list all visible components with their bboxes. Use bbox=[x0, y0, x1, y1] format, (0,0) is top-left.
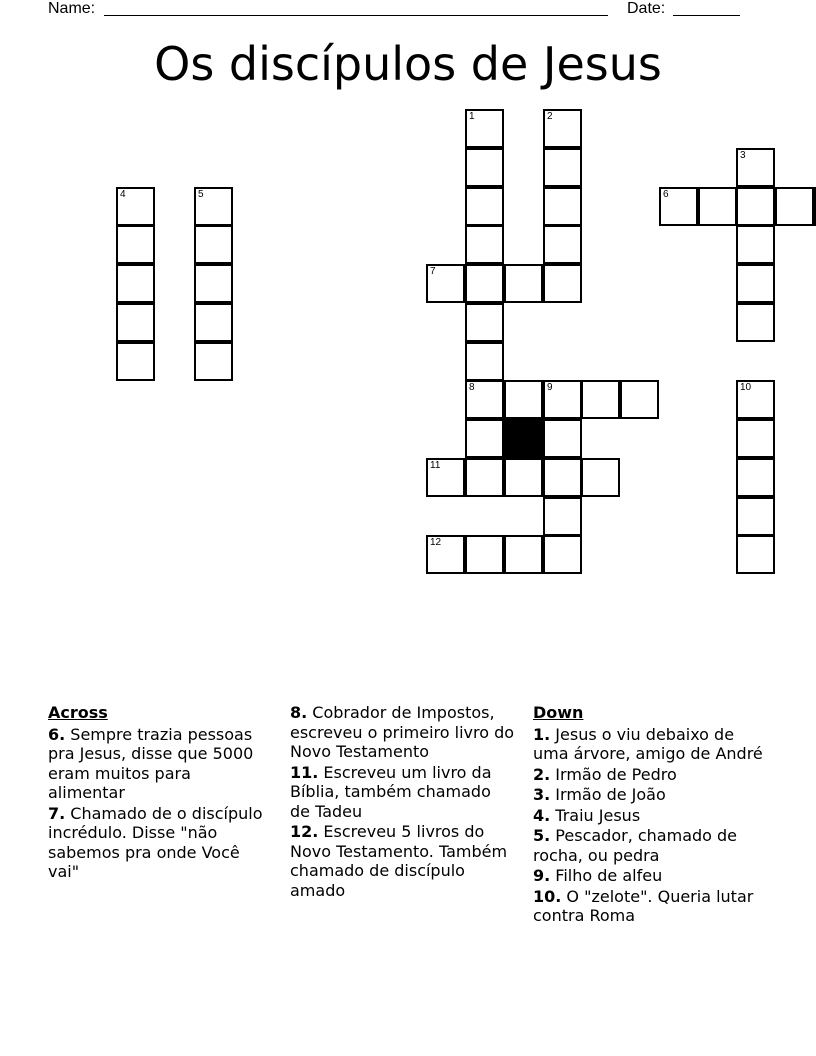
cell-number: 7 bbox=[430, 266, 436, 277]
crossword-cell-2[interactable] bbox=[543, 109, 582, 148]
crossword-cell[interactable] bbox=[194, 264, 233, 303]
crossword-cell[interactable] bbox=[543, 148, 582, 187]
crossword-cell-1[interactable] bbox=[465, 109, 504, 148]
crossword-cell[interactable] bbox=[504, 535, 543, 574]
across-clues-column bbox=[48, 703, 263, 883]
crossword-cell[interactable] bbox=[736, 303, 775, 342]
crossword-cell[interactable] bbox=[465, 419, 504, 458]
crossword-cell-7[interactable] bbox=[426, 264, 465, 303]
crossword-cell[interactable] bbox=[543, 458, 582, 497]
crossword-cell[interactable] bbox=[736, 419, 775, 458]
clue-across-11: 11. Escreveu um livro da Bíblia, também chamado de Tadeu bbox=[290, 762, 492, 821]
crossword-cell[interactable] bbox=[736, 264, 775, 303]
crossword-cell[interactable] bbox=[504, 264, 543, 303]
crossword-cell[interactable] bbox=[194, 225, 233, 264]
crossword-cell[interactable] bbox=[465, 342, 504, 381]
clue-down-5: 5. Pescador, chamado de rocha, ou pedra bbox=[533, 826, 738, 865]
crossword-cell-10[interactable] bbox=[736, 380, 775, 419]
crossword-cell[interactable] bbox=[698, 187, 737, 226]
crossword-cell[interactable] bbox=[116, 303, 155, 342]
crossword-cell[interactable] bbox=[543, 497, 582, 536]
down-heading: Down bbox=[533, 703, 584, 722]
clue-across-6: 6. Sempre trazia pessoas pra Jesus, disse que 5000 eram muitos para alimentar bbox=[48, 724, 254, 802]
crossword-cell[interactable] bbox=[194, 303, 233, 342]
clue-across-8: 8. Cobrador de Impostos, escreveu o primeiro livro do Novo Testamento bbox=[290, 703, 515, 761]
clue-down-9: 9. Filho de alfeu bbox=[533, 866, 663, 885]
cell-number: 10 bbox=[740, 382, 752, 393]
crossword-cell[interactable] bbox=[736, 458, 775, 497]
across-heading: Across bbox=[48, 703, 108, 722]
crossword-cell-12[interactable] bbox=[426, 535, 465, 574]
across-clues-column-continued bbox=[290, 703, 515, 901]
cell-number: 8 bbox=[469, 382, 475, 393]
crossword-cell[interactable] bbox=[543, 535, 582, 574]
crossword-cell[interactable] bbox=[581, 380, 620, 419]
name-label: Name: bbox=[48, 0, 96, 17]
crossword-cell[interactable] bbox=[465, 187, 504, 226]
crossword-cell-6[interactable] bbox=[659, 187, 698, 226]
crossword-cell-5[interactable] bbox=[194, 187, 233, 226]
crossword-cell[interactable] bbox=[543, 419, 582, 458]
crossword-cell[interactable] bbox=[116, 225, 155, 264]
crossword-cell-11[interactable] bbox=[426, 458, 465, 497]
crossword-cell[interactable] bbox=[465, 264, 504, 303]
crossword-cell[interactable] bbox=[543, 225, 582, 264]
cell-number: 11 bbox=[430, 460, 441, 471]
clue-down-3: 3. Irmão de João bbox=[533, 785, 666, 804]
crossword-cell[interactable] bbox=[504, 380, 543, 419]
crossword-cell[interactable] bbox=[116, 264, 155, 303]
crossword-cell[interactable] bbox=[736, 225, 775, 264]
crossword-cell[interactable] bbox=[543, 187, 582, 226]
clue-down-10: 10. O "zelote". Queria lutar contra Roma bbox=[533, 886, 754, 925]
down-clues-column bbox=[533, 703, 763, 927]
clue-across-12: 12. Escreveu 5 livros do Novo Testamento. Também chamado de discípulo amado bbox=[290, 822, 508, 900]
cell-number: 6 bbox=[663, 189, 669, 200]
crossword-cell[interactable] bbox=[465, 225, 504, 264]
date-label: Date: bbox=[627, 0, 666, 17]
clue-down-4: 4. Traiu Jesus bbox=[533, 805, 641, 825]
crossword-cell[interactable] bbox=[465, 458, 504, 497]
crossword-cell-8[interactable] bbox=[465, 380, 504, 419]
cell-number: 5 bbox=[198, 189, 204, 200]
crossword-cell[interactable] bbox=[543, 264, 582, 303]
cell-number: 12 bbox=[430, 537, 442, 548]
cell-number: 1 bbox=[469, 111, 475, 122]
crossword-cell[interactable] bbox=[194, 342, 233, 381]
clue-down-1: 1. Jesus o viu debaixo de uma árvore, amigo de André bbox=[533, 724, 763, 763]
page-title: Os discípulos de Jesus bbox=[154, 37, 662, 91]
cell-number: 4 bbox=[120, 189, 126, 200]
cell-number: 3 bbox=[740, 150, 746, 161]
crossword-cell[interactable] bbox=[620, 380, 659, 419]
crossword-cell-4[interactable] bbox=[116, 187, 155, 226]
black-square bbox=[504, 419, 543, 458]
crossword-cell[interactable] bbox=[736, 535, 775, 574]
crossword-cell[interactable] bbox=[736, 187, 775, 226]
crossword-cell[interactable] bbox=[116, 342, 155, 381]
crossword-cell[interactable] bbox=[775, 187, 814, 226]
clue-down-2: 2. Irmão de Pedro bbox=[533, 764, 677, 784]
crossword-cell-9[interactable] bbox=[543, 380, 582, 419]
crossword-cell-3[interactable] bbox=[736, 148, 775, 187]
cell-number: 2 bbox=[547, 111, 553, 122]
cell-number: 9 bbox=[547, 382, 553, 393]
crossword-cell[interactable] bbox=[736, 497, 775, 536]
crossword-cell[interactable] bbox=[581, 458, 620, 497]
crossword-cell[interactable] bbox=[465, 303, 504, 342]
crossword-cell[interactable] bbox=[504, 458, 543, 497]
clue-across-7: 7. Chamado de o discípulo incrédulo. Disse "não sabemos pra onde Você vai" bbox=[48, 803, 263, 881]
crossword-cell[interactable] bbox=[465, 535, 504, 574]
crossword-cell[interactable] bbox=[465, 148, 504, 187]
